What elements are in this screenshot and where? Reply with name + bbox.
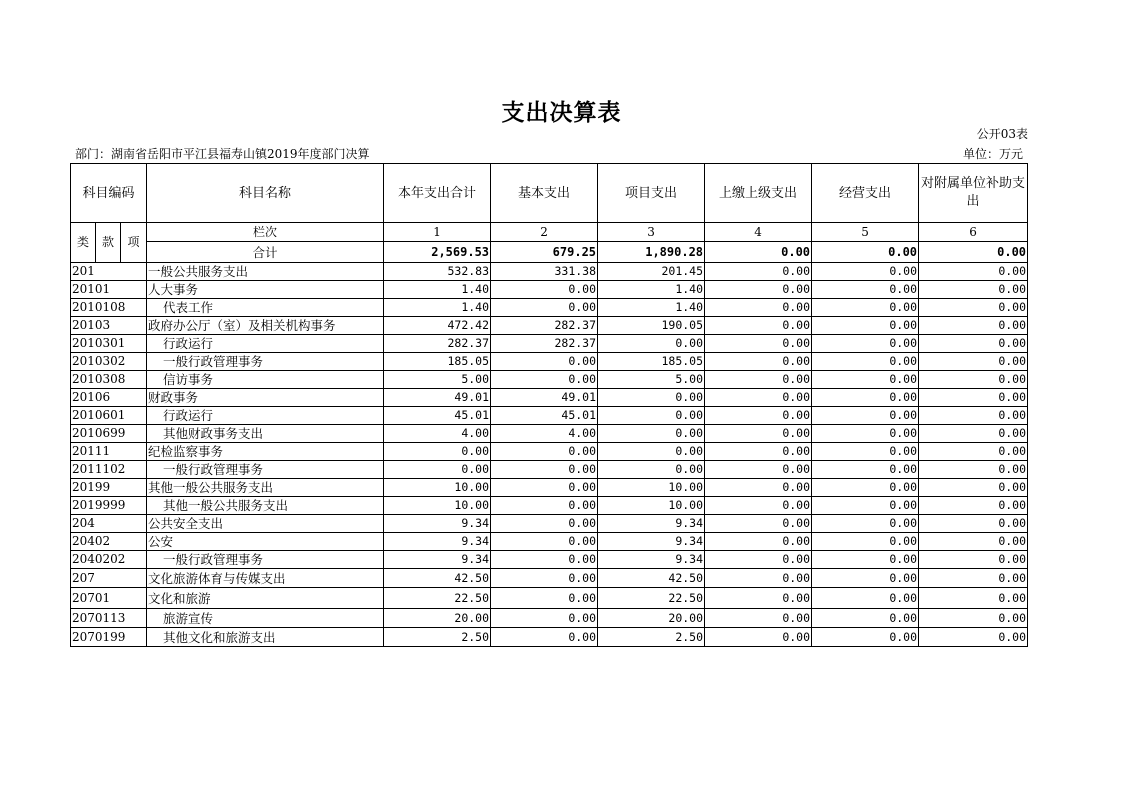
row-value: 0.00 <box>491 461 598 479</box>
row-code: 20199 <box>71 479 147 497</box>
table-row <box>71 281 1028 299</box>
table-row <box>71 263 1028 281</box>
unit-label: 单位：万元 <box>962 147 1023 161</box>
row-value: 0.00 <box>598 389 705 407</box>
row-code: 20402 <box>71 533 147 551</box>
total-value: 0.00 <box>812 242 919 263</box>
row-value: 0.00 <box>705 389 812 407</box>
table-row <box>71 515 1028 533</box>
header-basic: 基本支出 <box>491 164 598 223</box>
table-row <box>71 479 1028 497</box>
row-name: 信访事务 <box>147 371 384 389</box>
total-value: 0.00 <box>705 242 812 263</box>
row-code: 2010302 <box>71 353 147 371</box>
row-value: 0.00 <box>705 461 812 479</box>
row-code: 2010308 <box>71 371 147 389</box>
row-value: 185.05 <box>384 353 491 371</box>
row-value: 0.00 <box>598 461 705 479</box>
header-lei: 类 <box>71 223 96 263</box>
row-value: 9.34 <box>384 515 491 533</box>
row-value: 9.34 <box>598 533 705 551</box>
row-code: 201 <box>71 263 147 281</box>
row-value: 0.00 <box>705 628 812 647</box>
table-row <box>71 628 1028 647</box>
row-value: 0.00 <box>705 443 812 461</box>
row-value: 0.00 <box>705 497 812 515</box>
row-value: 0.00 <box>919 353 1028 371</box>
table-row <box>71 299 1028 317</box>
row-value: 5.00 <box>384 371 491 389</box>
row-name: 文化旅游体育与传媒支出 <box>147 569 384 588</box>
row-value: 49.01 <box>491 389 598 407</box>
row-value: 1.40 <box>598 281 705 299</box>
row-value: 0.00 <box>598 407 705 425</box>
row-value: 0.00 <box>812 533 919 551</box>
row-code: 20111 <box>71 443 147 461</box>
table-row <box>71 353 1028 371</box>
total-value: 0.00 <box>919 242 1028 263</box>
row-value: 0.00 <box>919 609 1028 628</box>
row-value: 0.00 <box>812 389 919 407</box>
col-num: 5 <box>812 223 919 242</box>
row-value: 190.05 <box>598 317 705 335</box>
row-code: 20101 <box>71 281 147 299</box>
row-value: 0.00 <box>812 335 919 353</box>
row-value: 0.00 <box>491 371 598 389</box>
row-value: 0.00 <box>705 479 812 497</box>
row-name: 行政运行 <box>147 407 384 425</box>
row-value: 0.00 <box>705 371 812 389</box>
row-value: 0.00 <box>705 335 812 353</box>
row-value: 282.37 <box>491 317 598 335</box>
row-value: 0.00 <box>919 425 1028 443</box>
header-total: 本年支出合计 <box>384 164 491 223</box>
row-value: 0.00 <box>705 407 812 425</box>
row-value: 331.38 <box>491 263 598 281</box>
row-name: 一般公共服务支出 <box>147 263 384 281</box>
row-code: 2010601 <box>71 407 147 425</box>
row-value: 0.00 <box>705 299 812 317</box>
row-name: 旅游宣传 <box>147 609 384 628</box>
row-code: 20103 <box>71 317 147 335</box>
row-value: 0.00 <box>812 317 919 335</box>
row-value: 0.00 <box>812 263 919 281</box>
row-value: 0.00 <box>919 515 1028 533</box>
table-row <box>71 317 1028 335</box>
row-value: 0.00 <box>491 299 598 317</box>
row-value: 0.00 <box>384 461 491 479</box>
row-value: 0.00 <box>598 335 705 353</box>
row-value: 0.00 <box>812 425 919 443</box>
row-value: 20.00 <box>384 609 491 628</box>
header-row <box>71 164 1028 223</box>
row-value: 10.00 <box>598 497 705 515</box>
row-value: 22.50 <box>384 588 491 609</box>
table-row <box>71 443 1028 461</box>
row-name: 一般行政管理事务 <box>147 461 384 479</box>
row-value: 0.00 <box>812 569 919 588</box>
table-row <box>71 551 1028 569</box>
row-value: 0.00 <box>919 551 1028 569</box>
row-value: 0.00 <box>705 263 812 281</box>
col-num: 2 <box>491 223 598 242</box>
row-value: 282.37 <box>491 335 598 353</box>
row-value: 0.00 <box>598 443 705 461</box>
total-row <box>71 242 1028 263</box>
row-value: 0.00 <box>491 497 598 515</box>
row-value: 1.40 <box>384 281 491 299</box>
row-value: 0.00 <box>919 497 1028 515</box>
row-value: 0.00 <box>812 461 919 479</box>
header-project: 项目支出 <box>598 164 705 223</box>
row-value: 0.00 <box>491 281 598 299</box>
row-value: 0.00 <box>812 479 919 497</box>
row-code: 2040202 <box>71 551 147 569</box>
row-value: 0.00 <box>812 407 919 425</box>
row-name: 其他一般公共服务支出 <box>147 479 384 497</box>
row-value: 472.42 <box>384 317 491 335</box>
row-value: 9.34 <box>598 515 705 533</box>
row-code: 2019999 <box>71 497 147 515</box>
row-value: 0.00 <box>919 317 1028 335</box>
row-value: 0.00 <box>812 353 919 371</box>
row-value: 1.40 <box>598 299 705 317</box>
header-business: 经营支出 <box>812 164 919 223</box>
header-xiang: 项 <box>121 223 147 263</box>
row-value: 0.00 <box>384 443 491 461</box>
row-name: 文化和旅游 <box>147 588 384 609</box>
row-code: 20106 <box>71 389 147 407</box>
row-value: 0.00 <box>919 588 1028 609</box>
row-value: 0.00 <box>919 371 1028 389</box>
row-value: 0.00 <box>812 588 919 609</box>
row-name: 纪检监察事务 <box>147 443 384 461</box>
table-row <box>71 533 1028 551</box>
row-value: 0.00 <box>705 533 812 551</box>
row-value: 0.00 <box>919 335 1028 353</box>
row-value: 10.00 <box>598 479 705 497</box>
row-code: 2010699 <box>71 425 147 443</box>
total-value: 1,890.28 <box>598 242 705 263</box>
row-value: 0.00 <box>812 515 919 533</box>
header-code: 科目编码 <box>71 164 147 223</box>
table-row <box>71 569 1028 588</box>
row-value: 10.00 <box>384 497 491 515</box>
row-name: 其他财政事务支出 <box>147 425 384 443</box>
row-value: 0.00 <box>812 497 919 515</box>
row-value: 0.00 <box>812 628 919 647</box>
row-code: 207 <box>71 569 147 588</box>
row-value: 0.00 <box>705 569 812 588</box>
table-row <box>71 335 1028 353</box>
row-value: 0.00 <box>919 281 1028 299</box>
row-value: 9.34 <box>384 533 491 551</box>
col-num: 6 <box>919 223 1028 242</box>
table-row <box>71 425 1028 443</box>
row-code: 2070113 <box>71 609 147 628</box>
header-kuan: 款 <box>96 223 121 263</box>
col-num: 4 <box>705 223 812 242</box>
row-value: 0.00 <box>812 371 919 389</box>
row-name: 公共安全支出 <box>147 515 384 533</box>
row-value: 42.50 <box>598 569 705 588</box>
row-value: 1.40 <box>384 299 491 317</box>
row-value: 0.00 <box>705 588 812 609</box>
row-value: 0.00 <box>491 551 598 569</box>
row-value: 0.00 <box>491 443 598 461</box>
row-value: 2.50 <box>598 628 705 647</box>
row-value: 0.00 <box>491 515 598 533</box>
row-value: 45.01 <box>491 407 598 425</box>
row-value: 0.00 <box>491 628 598 647</box>
row-name: 其他一般公共服务支出 <box>147 497 384 515</box>
table-row <box>71 588 1028 609</box>
header-upper: 上缴上级支出 <box>705 164 812 223</box>
row-value: 0.00 <box>812 443 919 461</box>
row-value: 42.50 <box>384 569 491 588</box>
table-row <box>71 371 1028 389</box>
row-value: 0.00 <box>705 609 812 628</box>
department-label: 部门：湖南省岳阳市平江县福寿山镇2019年度部门决算 <box>75 147 370 161</box>
row-value: 0.00 <box>705 317 812 335</box>
row-name: 财政事务 <box>147 389 384 407</box>
row-value: 0.00 <box>491 609 598 628</box>
form-code: 公开03表 <box>976 127 1028 141</box>
row-value: 20.00 <box>598 609 705 628</box>
table-row <box>71 609 1028 628</box>
header-name: 科目名称 <box>147 164 384 223</box>
row-value: 10.00 <box>384 479 491 497</box>
table-row <box>71 497 1028 515</box>
row-value: 0.00 <box>919 533 1028 551</box>
row-name: 代表工作 <box>147 299 384 317</box>
row-value: 9.34 <box>598 551 705 569</box>
row-value: 0.00 <box>705 353 812 371</box>
table-row <box>71 389 1028 407</box>
row-value: 282.37 <box>384 335 491 353</box>
row-name: 一般行政管理事务 <box>147 353 384 371</box>
row-name: 其他文化和旅游支出 <box>147 628 384 647</box>
total-value: 2,569.53 <box>384 242 491 263</box>
row-value: 0.00 <box>491 353 598 371</box>
row-name: 政府办公厅（室）及相关机构事务 <box>147 317 384 335</box>
row-value: 0.00 <box>919 628 1028 647</box>
row-value: 0.00 <box>491 479 598 497</box>
row-value: 45.01 <box>384 407 491 425</box>
row-value: 0.00 <box>812 281 919 299</box>
row-name: 行政运行 <box>147 335 384 353</box>
row-value: 0.00 <box>705 281 812 299</box>
row-value: 0.00 <box>919 479 1028 497</box>
table-row <box>71 461 1028 479</box>
row-value: 49.01 <box>384 389 491 407</box>
row-value: 5.00 <box>598 371 705 389</box>
row-value: 0.00 <box>812 551 919 569</box>
row-value: 0.00 <box>919 407 1028 425</box>
row-value: 22.50 <box>598 588 705 609</box>
row-name: 一般行政管理事务 <box>147 551 384 569</box>
row-value: 0.00 <box>491 569 598 588</box>
col-num: 1 <box>384 223 491 242</box>
col-num: 3 <box>598 223 705 242</box>
row-code: 2070199 <box>71 628 147 647</box>
page-title: 支出决算表 <box>501 99 622 126</box>
row-value: 4.00 <box>491 425 598 443</box>
row-code: 2010108 <box>71 299 147 317</box>
table-row <box>71 407 1028 425</box>
row-value: 0.00 <box>812 609 919 628</box>
row-name: 人大事务 <box>147 281 384 299</box>
column-number-row <box>71 223 1028 242</box>
row-value: 2.50 <box>384 628 491 647</box>
sum-label: 合计 <box>147 242 384 263</box>
row-code: 204 <box>71 515 147 533</box>
row-value: 0.00 <box>919 263 1028 281</box>
row-value: 0.00 <box>812 299 919 317</box>
row-value: 0.00 <box>491 588 598 609</box>
row-value: 0.00 <box>919 299 1028 317</box>
total-value: 679.25 <box>491 242 598 263</box>
row-value: 0.00 <box>919 461 1028 479</box>
row-value: 0.00 <box>705 425 812 443</box>
expenditure-table <box>70 163 1028 647</box>
row-value: 0.00 <box>705 551 812 569</box>
row-code: 2011102 <box>71 461 147 479</box>
row-value: 0.00 <box>491 533 598 551</box>
row-value: 201.45 <box>598 263 705 281</box>
row-value: 0.00 <box>919 569 1028 588</box>
row-value: 9.34 <box>384 551 491 569</box>
row-value: 0.00 <box>919 443 1028 461</box>
row-value: 0.00 <box>598 425 705 443</box>
header-subsidy: 对附属单位补助支出 <box>919 164 1028 223</box>
row-value: 532.83 <box>384 263 491 281</box>
row-name: 公安 <box>147 533 384 551</box>
row-code: 2010301 <box>71 335 147 353</box>
row-code: 20701 <box>71 588 147 609</box>
row-value: 0.00 <box>919 389 1028 407</box>
row-value: 4.00 <box>384 425 491 443</box>
column-label: 栏次 <box>147 223 384 242</box>
row-value: 0.00 <box>705 515 812 533</box>
row-value: 185.05 <box>598 353 705 371</box>
